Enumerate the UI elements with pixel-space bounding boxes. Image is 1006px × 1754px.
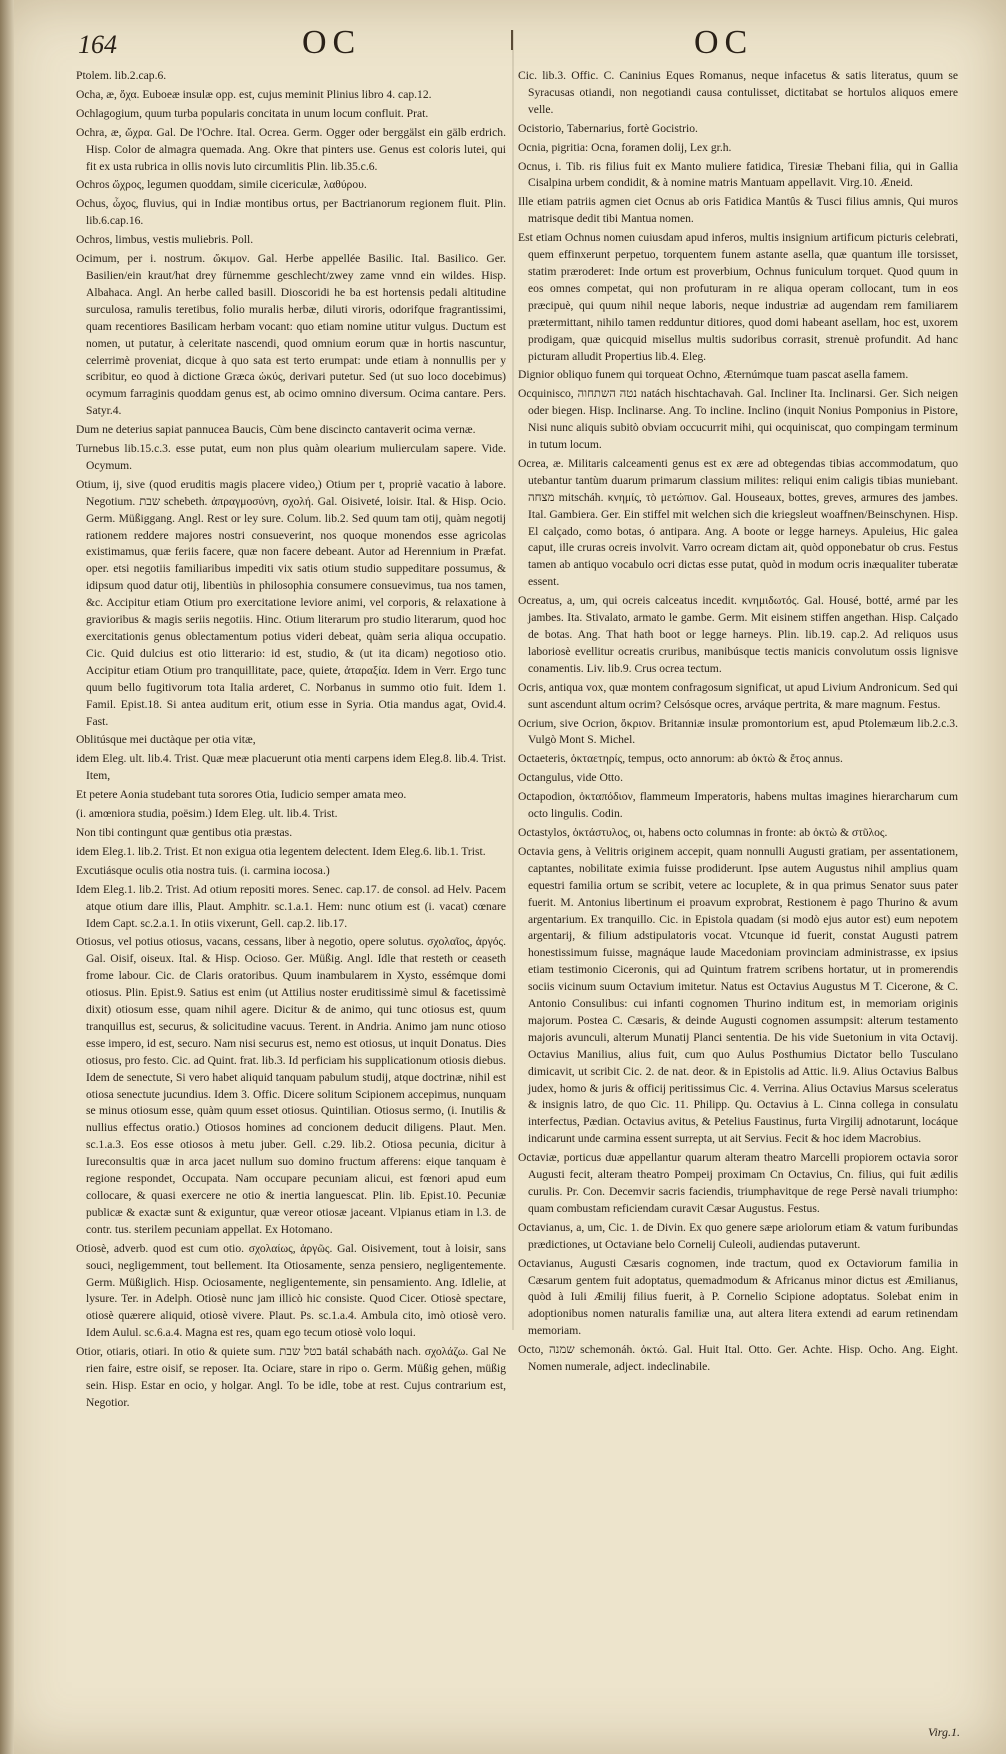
dictionary-entry: Est etiam Ochnus nomen cuiusdam apud inferos, multis insignium artificum picturis celebrati, quem effinxerunt perpetuo, torquentem funem astante asella, quæ quantum ille torsisset, statim præroderet: Inde ortum est proverbium, Ochnus funiculum torquet. Quod quum in eos omnes competat, qui non profuturam in re aliqua operam collocant, tum in eos præcipuè, qui quum nihil neque laboris, neque industriæ ad augendam rem familiarem prætermittant, nihilo tamen redduntur ditiores, quod domi habeant asellam, hoc est, uxorem prodigam, quæ quicquid misellus multis sudoribus corrasit, strenuè profundit. Ad hanc picturam alludit Propertius lib.4. Eleg. [518, 231, 958, 363]
left-column-heading: OC [302, 24, 362, 61]
left-column [76, 68, 506, 1724]
dictionary-entry: (i. amœniora studia, poësim.) Idem Eleg. ult. lib.4. Trist. [76, 807, 338, 821]
dictionary-entry: Octavia gens, à Velitris originem accepit, quam nonnulli Augusti gratiam, per assentationem, captantes, nobilitate eximia fuisse prodiderunt. Ipse autem Augustus nihil amplius quam equestri familia ortum se scribit, vetere ac locuplete, & in qua primus Senator suus pater fuerit. M. Antonius libertinum ei proavum exprobrat, Restionem è pago Thurino & avum argentarium. Ex tranquillo. Cic. in Epistola quadam (si modò ejus autor est) eum nepotem argentarij, & filium adstipulatoris vocat. Vtcunque id fuerit, constat Augusti patrem honestissimum fuisse, magnáque laude Macedoniam provinciam administrasse, ex ipsius etiam testimonio Ciceronis, qui ad Quintum fratrem scribens hortatur, ut in promerendis sociis vicinum suum Octavium imitetur. Natus est Octavius Augustus M T. Cicerone, & C. Antonio Consulibus: cui infanti cognomen Thurino inditum est, in memoriam originis majorum. Postea C. Cæsaris, & deinde Augusti cognomen assumpsit: alterum testamento majoris avunculi, alterum Munatij Planci sententia. De his vide Suetonium in vita Octavij. Octavius Manilius, alius fuit, cum quo Aulus Posthumius Dictator bello Tusculano dimicavit, ut scribit Cic. 2. de nat. deor. & in Epistolis ad Attic. li.9. Alius Octavius Balbus judex, homo & juris & officij peritissimus Cic. 4. Verrina. Alius Octavius Marsus sceleratus & insignis latro, de quo Cic. 11. Philipp. Qu. Octavius à L. Cinna collega in consulatu interfectus, Pædian. Octavius avitus, & Petelius Faustinus, furta Virgilij adnotarunt, locáque indicarunt unde carmina essent surrepta, ut ait Servius. Fecit & hoc idem Macrobius. [518, 844, 958, 1146]
dictionary-entry: Octo, שמנה schemonáh. ὀκτώ. Gal. Huit Ital. Otto. Ger. Achte. Hisp. Ocho. Ang. Eight. Nomen numerale, adject. indeclinabile. [518, 1343, 958, 1374]
dictionary-entry: Ochus, ὦχος, fluvius, qui in Indiæ montibus ortus, per Bactrianorum regionem fluit. Plin. lib.6.cap.16. [76, 197, 506, 228]
dictionary-entry: Ocimum, per i. nostrum. ὤκιμον. Gal. Herbe appellée Basilic. Ital. Basilico. Ger. Basilien/ein kraut/hat drey fürnemme geschlecht/zwey zame vnnd ein wildes. Hisp. Albahaca. Angl. An herbe called basill. Dioscoridi he ba est hortensis pedali altitudine surculosa, ramulis teretibus, folio muralis herbæ, diluti viroris, odorifque fragrantissimi, quam recentiores Basilicam herbam vocant: quo etiam nomine utitur vulgus. Ductum est nomen, ut putatur, à celeritate nascendi, quod omnium eorum quæ in hortis nascuntur, celerrimè proveniat, dicque à quo sata est terto erumpat: unde etiam à nonnullis per y scribitur, eo quod à dictione Græca ὠκύς, derivari putetur. Sed (ut suo loco docebimus) ocymum farraginis quoddam genus est, ab ocimo omnino diversum. Ocima cantare. Pers. Satyr.4. [76, 252, 506, 418]
right-column-heading: OC [694, 24, 754, 61]
dictionary-entry: Octavianus, Augusti Cæsaris cognomen, inde tractum, quod ex Octaviorum familia in Cæsarum gentem fuit adoptatus, quemadmodum & Africanus minor dictus est Æmilianus, quòd à Iuli Æmilij filius fuerit, à P. Cornelio Scipione adoptatus. Solebat enim in adoptionibus nomen naturalis familiæ una, aut altera litera extendi ad earum retinendam memoriam. [518, 1256, 958, 1338]
dictionary-entry: Ocistorio, Tabernarius, fortè Gocistrio. [518, 121, 698, 135]
binding-gutter [0, 0, 14, 1754]
dictionary-entry: Otium, ij, sive (quod eruditis magis placere video,) Otium per t, propriè vacatio à labore. Negotium. שבת schebeth. ἀπραγμοσύνη, σχολή. Gal. Oisiveté, loisir. Ital. & Hisp. Ocio. Germ. Müßiggang. Angl. Rest or ley sure. Colum. lib.2. Sed quum tam otij, quàm negotij rationem reddere majores nostri consueverint, nos quoque monendos esse agricolas existimamus, quæ feriis facere, quæ non facere debeant. Autor ad Herennium in Præfat. oper. etsi negotiis familiaribus impediti vix satis otium studio suppeditare possumus, & idipsum quod datur otij, libentiùs in philosophia consumere consuevimus, tua nos tamen, &c. Accipitur etiam Otium pro exercitatione leviore animi, vel corporis, & relaxatione à gravioribus & magis seriis negotiis. Hinc. Otium literarum pro studio literarum, quod hoc exercitationis genus oblectamentum potius videri debeat, quàm seria aliqua occupatio. Cic. Quid dulcius est otio litterario: id est, studio, & (ut ita dicam) negotioso otio. Accipitur etiam Otium pro tranquillitate, pace, quiete, ἀταραξία. Idem in Verr. Ergo tunc quum bello fugitivorum tota Italia arderet, C. Norbanus in summo otio fuit. Idem 1. Famil. Epist.18. Si antea auditum erit, otium esse in Syria. Otia mandus agat, Ovid.4. Fast. [76, 477, 506, 728]
dictionary-entry: Octastylos, ὀκτάστυλος, οι, habens octo columnas in fronte: ab ὀκτὼ & στῦλος. [518, 825, 888, 839]
dictionary-entry: Ocquinisco, נטה השתחוה natách hischtachavah. Gal. Incliner Ita. Inclinarsi. Ger. Sich neigen oder biegen. Hisp. Inclinarse. Ang. To incline. Inclino (inquit Nonius Pomponius in Pistore, Nisi nunc aliquis subitò obviam occucurrit mihi, qui ocquiniscat, quo compingam terminum in tutum locum. [518, 387, 958, 452]
dictionary-entry: Ocha, æ, ὄχα. Euboeæ insulæ opp. est, cujus meminit Plinius libro 4. cap.12. [76, 87, 432, 101]
dictionary-entry: Oblitúsque mei ductàque per otia vitæ, [76, 733, 256, 747]
dictionary-entry: Octaeteris, ὀκταετηρίς, tempus, octo annorum: ab ὀκτὼ & ἔτος annus. [518, 752, 843, 766]
catchword: Virg.1. [928, 1725, 960, 1739]
dictionary-entry: Turnebus lib.15.c.3. esse putat, eum non plus quàm olearium mulierculam sapere. Vide. Ocymum. [76, 442, 506, 472]
dictionary-entry: Otiosè, adverb. quod est cum otio. σχολαίως, ἀργῶς. Gal. Oisivement, tout à loisir, sans souci, negligemment, tout bellement. Ita Otiosamente, senza pensiero, negligentemente. Germ. Müßiglich. Hisp. Ociosamente, negligentemente, sin pensamiento. Ang. Idlelie, at lysure. Ter. in Adelph. Otiosè nunc jam illicò hic consiste. Quod Cicer. Otiosè spectare, otiosè quærere aliquid, otiosè vivere. Plaut. Ps. sc.1.a.4. Ambula cito, imò otiosè vero. Idem Aulul. sc.6.a.4. Magna est res, quam ego tecum otiosè volo loqui. [76, 1241, 506, 1340]
dictionary-entry: Octaviæ, porticus duæ appellantur quarum alteram theatro Marcelli propiorem octavia soror Augusti fecit, alteram theatro Pompeij proximam Cn Octavius, Cn. filius, qui fuit ædilis curulis. Pr. Con. Decemvir sacris faciendis, triumphavitque de rege Persè navali triumpho: quam combustam reficiendam curavit Cæsar Augustus. Festus. [518, 1151, 958, 1215]
dictionary-entry: Octavianus, a, um, Cic. 1. de Divin. Ex quo genere sæpe ariolorum etiam & vatum furibundas prædictiones, ut Octaviane belo Cornelij Culeoli, audiendas putaverunt. [518, 1220, 958, 1251]
dictionary-entry: idem Eleg. ult. lib.4. Trist. Quæ meæ placuerunt otia menti carpens idem Eleg.8. lib.4. Trist. Item, [76, 752, 506, 783]
dictionary-entry: Idem Eleg.1. lib.2. Trist. Ad otium repositi mores. Senec. cap.17. de consol. ad Helv. Pacem atque otium dare illis, Plaut. Amphitr. sc.1.a.1. Hem: nunc otium est (i. vacat) cœnare Idem Capt. sc.2.a.1. In otiis vixerunt, Gell. cap.2. lib.17. [76, 882, 506, 930]
dictionary-entry: Ocnia, pigritia: Ocna, foramen dolij, Lex gr.h. [518, 140, 732, 154]
dictionary-entry: Dum ne deterius sapiat pannucea Baucis, Cùm bene discincto cantaverit ocima vernæ. [76, 423, 476, 437]
dictionary-entry: Cic. lib.3. Offic. C. Caninius Eques Romanus, neque infacetus & satis literatus, quum se Syracusas otiandi, non negotiandi causa contulisset, dictitabat se hortulos aliquos emere velle. [518, 69, 958, 116]
dictionary-entry: Ochros ὤχρος, legumen quoddam, simile cicericulæ, λαθύρου. [76, 178, 367, 192]
dictionary-entry: Ocrea, æ. Militaris calceamenti genus est ex ære ad obtegendas tibias accommodatum, quo utebantur tantùm duarum primarum classium milites: reliqui enim caligis tibias muniebant. מצחה mitscháh. κνημίς, τὸ μετώπιον. Gal. Houseaux, bottes, greves, armures des jambes. Ital. Gambiera. Ger. Ein stiffel mit welchen sich die kriegsleut woaffnen/Beinschynen. Hisp. El calçado, como botas, ó antipara. Ang. A boote or legge harneys. Apuleius, Hic galea caput, ille cruras ocreis involvit. Varro ocream dictam ait, quòd opponebatur ob crus. Festus tamen ab antiquo vocabulo ocri dictas esse putat, quòd in modum ocris inæqualiter tuberatæ essent. [518, 456, 958, 589]
right-column [518, 68, 958, 1724]
dictionary-entry: Non tibi contingunt quæ gentibus otia præstas. [76, 825, 293, 839]
dictionary-entry: Ocris, antiqua vox, quæ montem confragosum significat, ut apud Livium Andronicum. Sed qui sunt ascendunt altum ocrim? Celsósque ocres, arváque pertrita, & mare magnum. Festus. [518, 680, 958, 711]
dictionary-entry: Dignior obliquo funem qui torqueat Ochno, Æternúmque tuam pascat asella famem. [518, 368, 909, 382]
dictionary-entry: Et petere Aonia studebant tuta sorores Otia, Iudicio semper amata meo. [76, 788, 407, 802]
column-rule [512, 30, 514, 1330]
dictionary-entry: Otior, otiaris, otiari. In otio & quiete sum. בטל שבת batál schabáth nach. σχολάζω. Gal Ne rien faire, estre oisif, se reposer. Ita. Ociare, stare in ripo o. Germ. Müßig gehen, müßig sein. Hisp. Estar en ocio, y holgar. Angl. To be idle, tobe at rest. Cujus contrarium est, Negotior. [76, 1345, 506, 1409]
dictionary-entry: Ocnus, i. Tib. ris filius fuit ex Manto muliere fatidica, Tiresiæ Thebani filia, qui in Gallia Cisalpina urbem condidit, & à nomine matris Mantuam appellavit. Virg.10. Æneid. [518, 159, 958, 190]
dictionary-entry: Octangulus, vide Otto. [518, 771, 623, 785]
page-number: 164 [78, 30, 117, 59]
dictionary-entry: Octapodion, ὀκταπόδιον, flammeum Imperatoris, habens multas imagines hierarcharum cum octo lingulis. Codin. [518, 790, 958, 821]
dictionary-entry: idem Eleg.1. lib.2. Trist. Et non exigua otia legentem delectent. Idem Eleg.6. lib.1. Trist. [76, 844, 486, 858]
dictionary-entry: Otiosus, vel potius otiosus, vacans, cessans, liber à negotio, opere solutus. σχολαῖος, ἀργός. Gal. Oisif, oiseux. Ital. & Hisp. Ocioso. Ger. Müßig. Angl. Idle that resteth or ceaseth frome labour. Cic. de Claris oratoribus. Quum inambularem in Xysto, essémque domi otiosus. Plin. Epist.9. Satius est enim (ut Attilius noster eruditissimè simul & facetissimè dixit) otiosum esse, quam nihil agere. Dicitur & de animo, qui tunc otiosus est, quum tranquillus est, securus, & solicitudine vacuus. Terent. in Andria. Animo jam nunc otioso esse impero, id est, securo. Nam nisi securus est, nemo est otiosus, ut inquit Donatus. Dies otiosus, pro festo. Cic. ad Quint. frat. lib.3. Id perficiam his supplicationum otiosis diebus. Idem de senectute, Si vero habet aliquid tanquam pabulum studij, atque doctrinæ, nihil est otiosa senectute jucundius. Idem 3. Offic. Dicere solitum Scipionem accepimus, nunquam se minus otiosum esse, quàm quum esset otiosus. Quintilian. Otiosus sermo, (i. Inutilis & nullius effectus oratio.) Otiosos homines ad concionem deducit diligens. Plaut. Men. sc.1.a.3. Eos esse otiosos à metu juber. Gell. c.29. lib.2. Otiosa pecunia, dicitur à Iureconsultis quæ in arca jacet nullum suo domino fructum afferens: eique tanquam è regione respondet, Occupata. Nam occupare pecuniam alicui, est fœnori apud eum collocare, & quasi exercere ne otio & inertia languescat. Plin. lib. Epist.10. Pecuniæ publicæ & exactæ sunt & exiguntur, quæ vereor otiosæ jaceant. Vlpianus etiam in l.3. de contr. tus. sterilem pecuniam appellat. Ex Hotomano. [76, 935, 506, 1236]
dictionary-entry: Ptolem. lib.2.cap.6. [76, 69, 167, 82]
dictionary-entry: Excutiásque oculis otia nostra tuis. (i. carmina iocosa.) [76, 863, 330, 877]
dictionary-entry: Ocrium, sive Ocrion, ὄκριον. Britanniæ insulæ promontorium est, apud Ptolemæum lib.2.c.3. Vulgò Mont S. Michel. [518, 716, 958, 747]
running-head [0, 22, 1006, 62]
dictionary-entry: Ochra, æ, ὤχρα. Gal. De l'Ochre. Ital. Ocrea. Germ. Ogger oder berggälst ein gälb erdrich. Hisp. Color de almagra quemada. Ang. Okre that pinters use. Genus est coloris lutei, qui fit ex usta rubrica in ollis novis luto circumlitis Plin. lib.35.c.6. [76, 125, 506, 173]
dictionary-entry: Ocreatus, a, um, qui ocreis calceatus incedit. κνημιδωτός. Gal. Housé, botté, armé par les jambes. Ita. Stivalato, armato le gambe. Germ. Mit eisinem stiffen angethan. Hisp. Calçado de botas. Ang. That hath boot or legge harneys. Plin. lib.19. cap.2. Ad reliquos usus laboriosè evellitur ocreatis cruribus, manibúsque tectis manicis convolutum ossis lignisve conamentis. Liv. lib.9. Crus ocrea tectum. [518, 594, 958, 675]
dictionary-entry: Ille etiam patriis agmen ciet Ocnus ab oris Fatidica Mantûs & Tusci filius amnis, Qui muros matrisque dedit tibi Mantua nomen. [518, 195, 958, 226]
dictionary-entry: Ochros, limbus, vestis muliebris. Poll. [76, 233, 254, 247]
dictionary-entry: Ochlagogium, quum turba popularis concitata in unum locum confluit. Prat. [76, 106, 429, 120]
